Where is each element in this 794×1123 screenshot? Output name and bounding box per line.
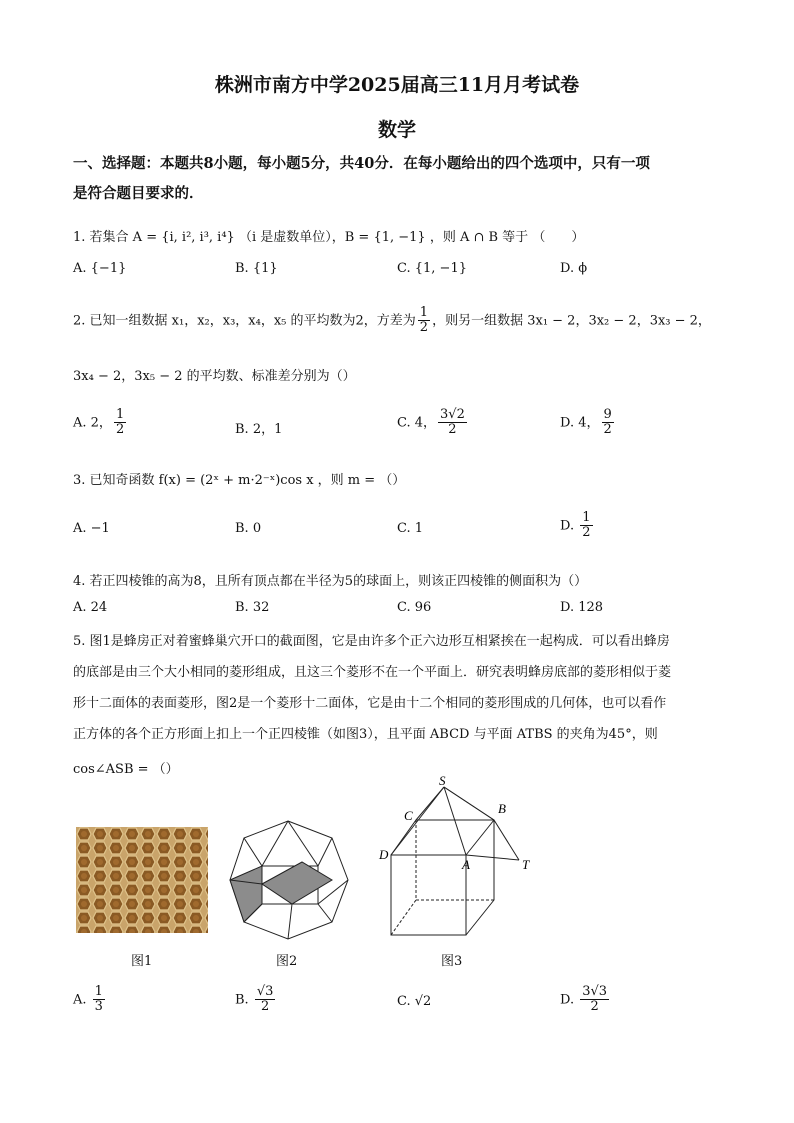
label-b: B	[498, 801, 506, 816]
frac-denominator: 2	[448, 422, 457, 438]
q2-option-a-label: A. 2，	[73, 415, 112, 431]
q5-stem-line5: cos∠ASB = （）	[73, 762, 179, 777]
q2-stem-line2: 3x₄ − 2，3x₅ − 2 的平均数、标准差分别为（）	[73, 369, 356, 384]
frac-denominator: 2	[582, 525, 591, 541]
q2-option-d	[560, 408, 616, 438]
honeycomb-photo	[76, 827, 208, 933]
q1-option-a: A. {−1}	[73, 261, 127, 276]
q5-stem-line1: 5. 图1是蜂房正对着蜜蜂巢穴开口的截面图，它是由许多个正六边形互相紧挨在一起构成．可以看出蜂房	[73, 634, 670, 649]
frac-numerator: 1	[94, 984, 103, 999]
section-heading-line1: 一、选择题：本题共8小题，每小题5分，共40分．在每小题给出的四个选项中，只有一项	[73, 155, 650, 172]
figure-2-caption: 图2	[276, 954, 298, 969]
frac-numerator: 9	[603, 407, 612, 422]
q2-frac-numerator: 1	[419, 305, 429, 320]
frac-numerator: √3	[256, 984, 274, 999]
q2-option-d-fraction	[602, 408, 614, 438]
q4-option-b: B. 32	[235, 600, 270, 615]
frac-numerator: 1	[115, 407, 125, 422]
q2-option-b: B. 2，1	[235, 422, 283, 437]
q2-option-c-label: C. 4，	[397, 415, 437, 431]
figure-1-caption: 图1	[131, 954, 153, 969]
subject-title: 数学	[377, 119, 416, 141]
q1-option-c: C. {1, −1}	[397, 261, 467, 276]
q4-option-d: D. 128	[560, 600, 604, 615]
q5-option-d-fraction	[580, 985, 609, 1015]
q2-stem-line1	[73, 306, 711, 336]
q3-option-c: C. 1	[397, 521, 424, 536]
frac-numerator: 3√2	[440, 407, 465, 422]
cube-with-pyramid-figure	[376, 775, 546, 945]
label-c: C	[404, 808, 413, 823]
frac-denominator: 2	[260, 999, 270, 1015]
q5-option-b-fraction	[255, 985, 276, 1015]
q2-stem-part1: 2. 已知一组数据 x₁，x₂，x₃，x₄，x₅ 的平均数为2，方差为	[73, 313, 416, 329]
section-heading-line2: 是符合题目要求的．	[73, 185, 204, 202]
frac-numerator: 1	[582, 510, 591, 525]
figure-3-caption: 图3	[441, 954, 463, 969]
q3-option-d-label: D.	[560, 518, 579, 534]
q2-stem-part2: ，则另一组数据 3x₁ − 2，3x₂ − 2，3x₃ − 2，	[432, 313, 711, 329]
q2-option-a	[73, 408, 128, 438]
q4-stem: 4. 若正四棱锥的高为8，且所有顶点都在半径为5的球面上，则该正四棱锥的侧面积为（）	[73, 574, 588, 589]
q3-option-d	[560, 511, 595, 541]
q3-option-b: B. 0	[235, 521, 262, 536]
q1-option-b: B. {1}	[235, 261, 278, 276]
q3-stem: 3. 已知奇函数 f(x) = (2ˣ + m·2⁻ˣ)cos x ，则 m = （）	[73, 473, 406, 488]
frac-denominator: 2	[115, 422, 125, 438]
frac-denominator: 3	[94, 999, 103, 1015]
q4-option-a: A. 24	[73, 600, 108, 615]
q5-stem-line3: 形十二面体的表面菱形，图2是一个菱形十二面体，它是由十二个相同的菱形围成的几何体，也可以看作	[73, 696, 667, 711]
q1-option-d: D. ϕ	[560, 261, 588, 276]
q1-stem: 1. 若集合 A = {i, i², i³, i⁴} （i 是虚数单位），B = {1, −1} ，则 A ∩ B 等于 （ ）	[73, 230, 585, 245]
label-s: S	[439, 775, 446, 788]
q5-option-d	[560, 985, 611, 1015]
q5-stem-line4: 正方体的各个正方形面上扣上一个正四棱锥（如图3），且平面 ABCD 与平面 ATBS 的夹角为45°，则	[73, 727, 658, 742]
q3-option-d-fraction	[580, 511, 592, 541]
q5-option-c: C. √2	[397, 994, 432, 1009]
q5-option-a	[73, 985, 107, 1015]
q3-option-a: A. −1	[73, 521, 110, 536]
rhombic-dodecahedron-figure	[228, 818, 350, 942]
q5-option-d-label: D.	[560, 992, 579, 1008]
q2-option-c	[397, 408, 469, 438]
q2-option-c-fraction	[438, 408, 467, 438]
frac-denominator: 2	[590, 999, 599, 1015]
label-a: A	[462, 857, 470, 872]
frac-numerator: 3√3	[582, 984, 608, 999]
frac-denominator: 2	[603, 422, 612, 438]
q5-option-b	[235, 985, 277, 1015]
label-t: T	[522, 857, 530, 872]
exam-title: 株洲市南方中学2025届高三11月月考试卷	[214, 74, 580, 96]
q2-option-a-fraction	[114, 408, 126, 438]
q5-stem-line2: 的底部是由三个大小相同的菱形组成，且这三个菱形不在一个平面上．研究表明蜂房底部的菱形相似于菱	[73, 665, 672, 680]
q2-frac-denominator: 2	[419, 320, 429, 336]
label-d: D	[379, 847, 389, 862]
q5-option-a-fraction	[93, 985, 105, 1015]
q2-variance-fraction	[418, 306, 430, 336]
q5-option-b-label: B.	[235, 992, 253, 1008]
q2-option-d-label: D. 4，	[560, 415, 600, 431]
q5-option-a-label: A.	[73, 992, 91, 1008]
q4-option-c: C. 96	[397, 600, 432, 615]
